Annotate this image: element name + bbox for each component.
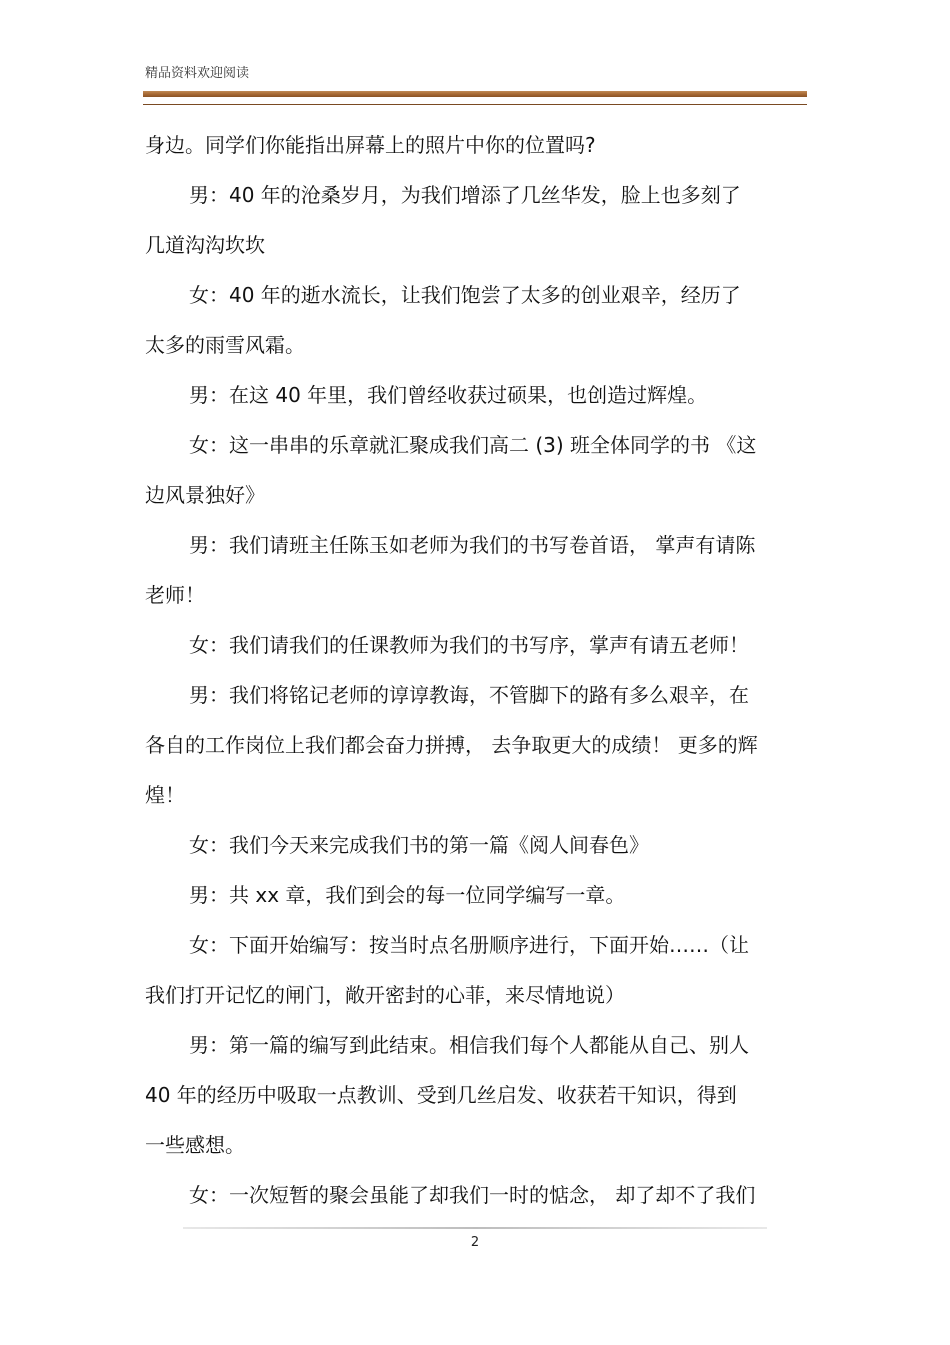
text-line: 男：我们请班主任陈玉如老师为我们的书写卷首语， 掌声有请陈 — [189, 533, 756, 557]
text-line: 40 年的经历中吸取一点教训、受到几丝启发、收获若干知识，得到 — [145, 1083, 737, 1107]
text-line: 老师！ — [145, 583, 205, 607]
text-line: 女：这一串串的乐章就汇聚成我们高二 (3) 班全体同学的书 《这 — [189, 433, 757, 457]
text-line: 男：第一篇的编写到此结束。相信我们每个人都能从自己、别人 — [189, 1033, 749, 1057]
text-line: 一些感想。 — [145, 1133, 245, 1157]
text-line: 女：我们请我们的任课教师为我们的书写序，掌声有请五老师！ — [189, 633, 749, 657]
text-line: 男：共 xx 章，我们到会的每一位同学编写一章。 — [189, 883, 626, 907]
document-body — [145, 120, 807, 1220]
text-line: 几道沟沟坎坎 — [145, 233, 265, 257]
text-line: 男：在这 40 年里，我们曾经收获过硕果，也创造过辉煌。 — [189, 383, 708, 407]
page-number: 2 — [470, 1235, 480, 1250]
text-line: 边风景独好》 — [145, 483, 265, 507]
text-line: 女：一次短暂的聚会虽能了却我们一时的惦念， 却了却不了我们 — [189, 1183, 756, 1207]
text-line: 我们打开记忆的闸门，敞开密封的心菲，来尽情地说） — [145, 983, 625, 1007]
header-divider-thick — [143, 91, 807, 97]
text-line: 女：下面开始编写：按当时点名册顺序进行，下面开始……（让 — [189, 933, 749, 957]
text-line: 太多的雨雪风霜。 — [145, 333, 305, 357]
text-line: 男：我们将铭记老师的谆谆教诲，不管脚下的路有多么艰辛，在 — [189, 683, 749, 707]
footer-divider — [183, 1227, 767, 1229]
text-line: 女：40 年的逝水流长，让我们饱尝了太多的创业艰辛，经历了 — [189, 283, 741, 307]
text-line: 各自的工作岗位上我们都会奋力拼搏， 去争取更大的成绩！ 更多的辉 — [145, 733, 758, 757]
page-header-label: 精品资料欢迎阅读 — [145, 66, 250, 81]
text-line: 煌！ — [145, 783, 185, 807]
header-divider-thin — [143, 104, 807, 105]
text-line: 女：我们今天来完成我们书的第一篇《阅人间春色》 — [189, 833, 649, 857]
text-line: 身边。同学们你能指出屏幕上的照片中你的位置吗? — [145, 133, 596, 157]
text-line: 男：40 年的沧桑岁月，为我们增添了几丝华发，脸上也多刻了 — [189, 183, 741, 207]
